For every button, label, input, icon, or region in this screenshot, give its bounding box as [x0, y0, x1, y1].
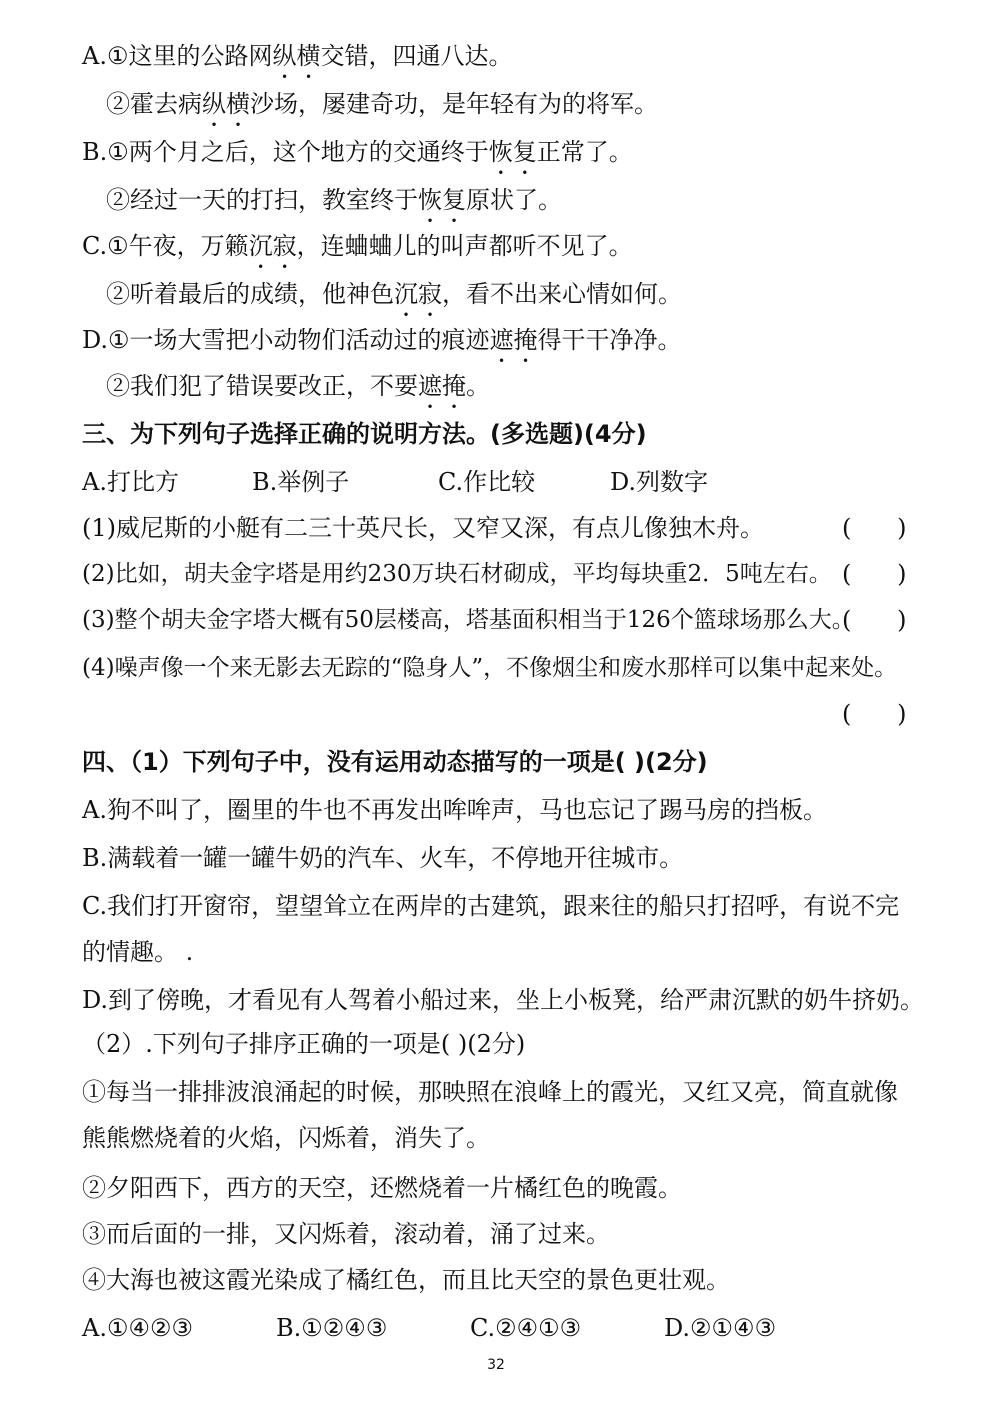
text: ②听着最后的成绩，他神色 — [106, 280, 394, 308]
sentence-3: ③而后面的一排，又闪烁着，滚动着，涌了过来。 — [82, 1220, 610, 1248]
text: 原状了。 — [466, 186, 562, 214]
text: 沙场，屡建奇功，是年轻有为的将军。 — [250, 90, 658, 118]
text: ②我们犯了错误要改正，不要 — [106, 372, 418, 400]
option-a-sentence-2 — [106, 88, 658, 132]
sentence-1-line-2: 熊熊燃烧着的火焰，闪烁着，消失了。 — [82, 1124, 490, 1152]
option-a-sentence-1 — [82, 40, 512, 84]
text: 。 — [466, 372, 490, 400]
page-number: 32 — [487, 1357, 505, 1373]
dotted-word: 恢复 — [488, 138, 537, 166]
order-option-d: D.②①④③ — [664, 1314, 777, 1342]
sentence-4: ④大海也被这霞光染成了橘红色，而且比天空的景色更壮观。 — [82, 1266, 730, 1294]
answer-blank-4[interactable]: ( ) — [842, 700, 907, 728]
sentence-1-line-1: ①每当一排排波浪涌起的时候，那映照在浪峰上的霞光，又红又亮，简直就像 — [82, 1078, 898, 1106]
text: ，看不出来心情如何。 — [442, 280, 682, 308]
dotted-word: 恢复 — [418, 186, 466, 214]
text: C.①午夜，万籁 — [82, 232, 249, 260]
dotted-word: 遮掩 — [489, 326, 538, 354]
item-4: (4)噪声像一个来无影去无踪的“隐身人”，不像烟尘和废水那样可以集中起来处。 — [82, 655, 898, 681]
text: 正常了。 — [536, 138, 633, 166]
q4-option-d: D.到了傍晚，才看见有人驾着小船过来，坐上小板凳，给严肃沉默的奶牛挤奶。 — [82, 986, 925, 1014]
item-1: (1)威尼斯的小艇有二三十英尺长，又窄又深，有点儿像独木舟。 — [82, 514, 764, 542]
q4-option-c-line-1: C.我们打开窗帘，望望耸立在两岸的古建筑，跟来往的船只打招呼，有说不完 — [82, 892, 900, 920]
section-4-heading: 四、（1）下列句子中，没有运用动态描写的一项是( )(2分) — [82, 748, 708, 776]
text: ②霍去病 — [106, 90, 202, 118]
method-option-c: C.作比较 — [438, 468, 536, 496]
option-d-sentence-2 — [106, 370, 490, 414]
dotted-word: 纵横 — [272, 42, 321, 70]
option-d-sentence-1 — [82, 324, 682, 368]
q4-sub-2-heading: （2）.下列句子排序正确的一项是( )(2分) — [82, 1030, 526, 1058]
text: ，连蛐蛐儿的叫声都听不见了。 — [296, 232, 633, 260]
order-option-c: C.②④①③ — [470, 1314, 582, 1342]
text: B.①两个月之后，这个地方的交通终于 — [82, 138, 489, 166]
option-b-sentence-2 — [106, 184, 562, 228]
order-option-a: A.①④②③ — [82, 1314, 194, 1342]
sentence-2: ②夕阳西下，西方的天空，还燃烧着一片橘红色的晚霞。 — [82, 1174, 682, 1202]
dotted-word: 沉寂 — [394, 280, 442, 308]
text: D.①一场大雪把小动物们活动过的痕迹 — [82, 326, 490, 354]
item-2: (2)比如，胡夫金字塔是用约230万块石材砌成，平均每块重2．5吨左右。 — [82, 561, 832, 587]
text: A.①这里的公路网 — [82, 42, 273, 70]
method-option-b: B.举例子 — [252, 468, 350, 496]
option-c-sentence-1 — [82, 230, 633, 274]
option-b-sentence-1 — [82, 136, 633, 180]
text: 交错，四通八达。 — [320, 42, 513, 70]
item-3: (3)整个胡夫金字塔大概有50层楼高，塔基面积相当于126个篮球场那么大。 — [82, 607, 855, 633]
answer-blank-2[interactable]: ( ) — [842, 560, 907, 588]
method-option-a: A.打比方 — [82, 468, 179, 496]
text: 得干干净净。 — [537, 326, 682, 354]
q4-option-c-line-2: 的情趣。 . — [82, 938, 194, 966]
q4-option-b: B.满载着一罐一罐牛奶的汽车、火车，不停地开往城市。 — [82, 844, 684, 872]
method-option-d: D.列数字 — [610, 468, 709, 496]
order-option-b: B.①②④③ — [276, 1314, 388, 1342]
dotted-word: 遮掩 — [418, 372, 466, 400]
dotted-word: 纵横 — [202, 90, 250, 118]
answer-blank-3[interactable]: ( ) — [842, 606, 907, 634]
section-3-heading: 三、为下列句子选择正确的说明方法。(多选题)(4分) — [82, 420, 647, 448]
text: ②经过一天的打扫，教室终于 — [106, 186, 418, 214]
dotted-word: 沉寂 — [248, 232, 297, 260]
q4-option-a: A.狗不叫了，圈里的牛也不再发出哞哞声，马也忘记了踢马房的挡板。 — [82, 796, 827, 824]
answer-blank-1[interactable]: ( ) — [842, 514, 907, 542]
option-c-sentence-2 — [106, 278, 682, 322]
